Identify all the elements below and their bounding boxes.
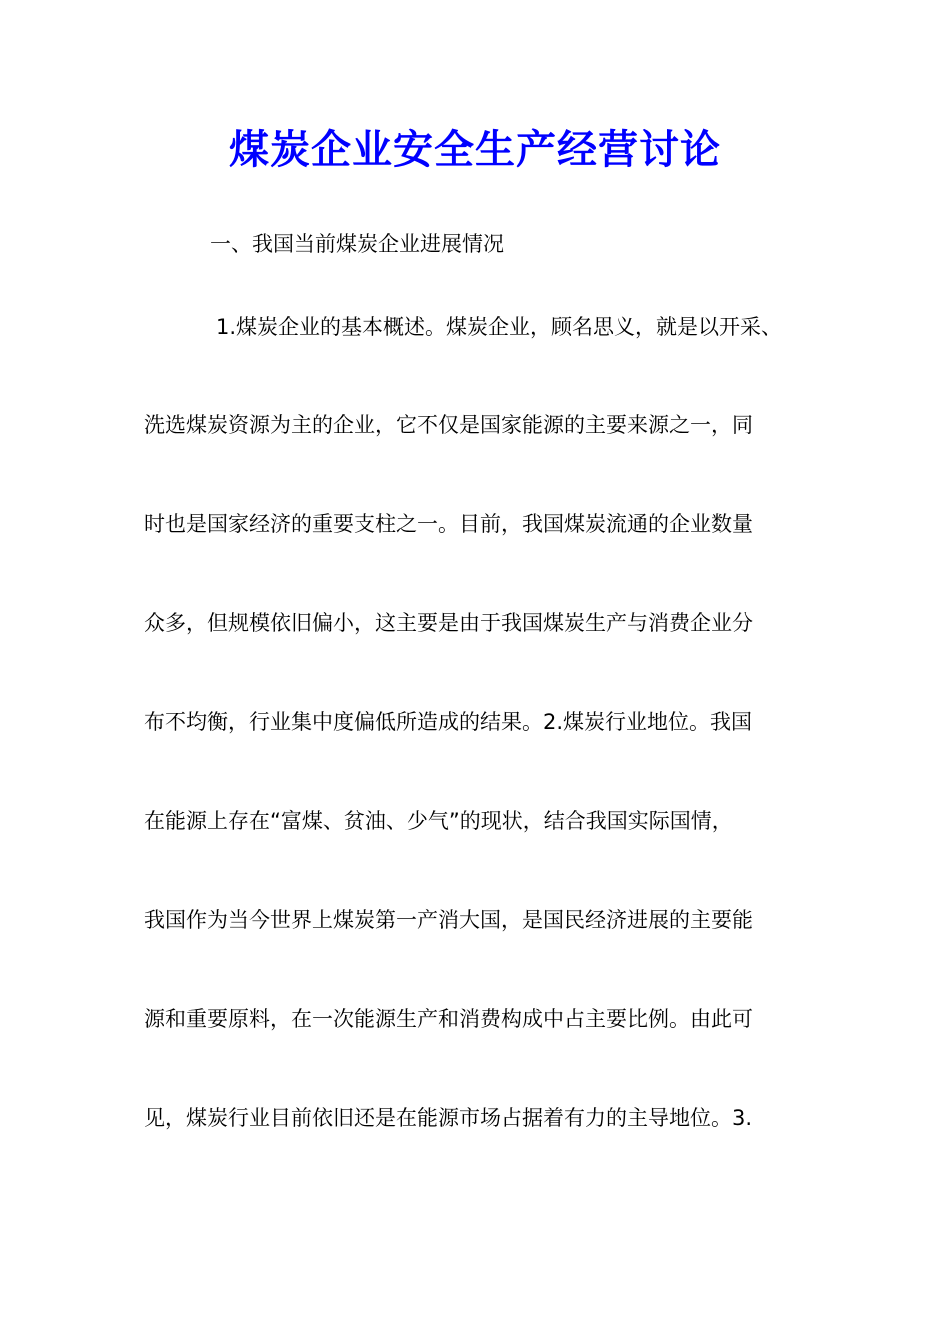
body-line: 见，煤炭行业目前依旧还是在能源市场占据着有力的主导地位。3. <box>144 1106 753 1130</box>
body-line: 洗选煤炭资源为主的企业，它不仅是国家能源的主要来源之一，同 <box>144 413 753 437</box>
body-line: 我国作为当今世界上煤炭第一产消大国，是国民经济进展的主要能 <box>144 908 753 932</box>
body-line: 时也是国家经济的重要支柱之一。目前，我国煤炭流通的企业数量 <box>144 512 753 536</box>
body-line: 在能源上存在“富煤、贫油、少气”的现状，结合我国实际国情， <box>144 809 733 833</box>
body-line: 源和重要原料，在一次能源生产和消费构成中占主要比例。由此可 <box>144 1007 753 1031</box>
body-line: 1.煤炭企业的基本概述。煤炭企业，顾名思义，就是以开采、 <box>216 315 783 339</box>
section-heading: 一、我国当前煤炭企业进展情况 <box>210 232 504 256</box>
body-line: 众多，但规模依旧偏小，这主要是由于我国煤炭生产与消费企业分 <box>144 611 753 635</box>
document-title: 煤炭企业安全生产经营讨论 <box>229 126 721 173</box>
body-line: 布不均衡，行业集中度偏低所造成的结果。2.煤炭行业地位。我国 <box>144 710 753 734</box>
